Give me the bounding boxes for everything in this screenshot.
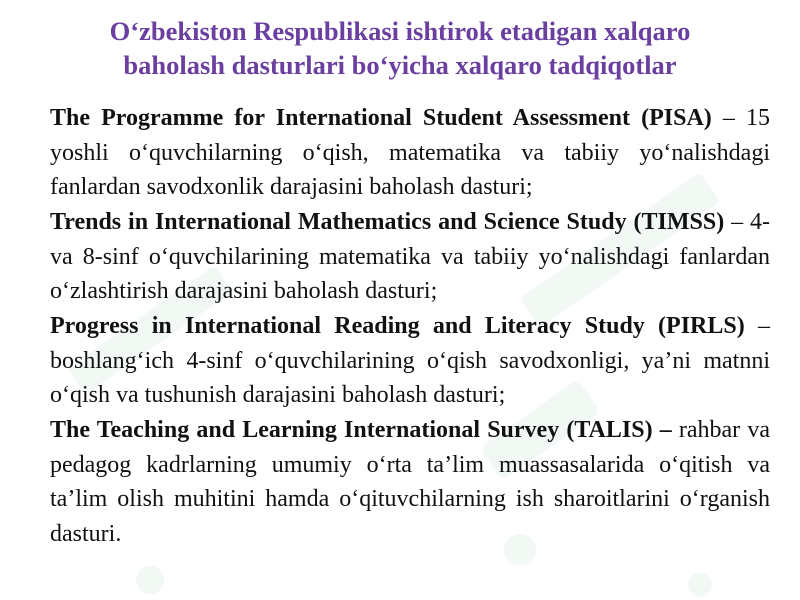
program-item-talis (50, 413, 770, 551)
slide-title-line-1: O‘zbekiston Respublikasi ishtirok etadigan xalqaro (109, 16, 691, 46)
program-term: Trends in International Mathematics and Science Study (TIMSS) (50, 209, 725, 235)
program-description: rahbar va pedagog kadrlarning umumiy o‘rta ta’lim muassasalarida o‘qitish va ta’lim olish muhitini hamda o‘qituvchilarning ish sharoitlarini o‘rganish dasturi. (50, 417, 770, 547)
program-term: The Programme for International Student Assessment (PISA) (50, 105, 712, 131)
program-list (50, 101, 770, 551)
program-term: Progress in International Reading and Literacy Study (PIRLS) (50, 313, 745, 339)
program-description: – 15 yoshli o‘quvchilarning o‘qish, matematika va tabiiy yo‘nalishdagi fanlardan savodxonlik darajasini baholash dasturi; (50, 105, 771, 200)
program-term: The Teaching and Learning International Survey (TALIS) – (50, 417, 672, 443)
program-item-pisa (50, 101, 770, 205)
program-item-pirls (50, 309, 770, 413)
slide-title (20, 14, 780, 82)
program-description: – boshlang‘ich 4-sinf o‘quvchilarining o‘qish savodxonligi, ya’ni matnni o‘qish va tushunish darajasini baholash dasturi; (50, 313, 771, 408)
program-description: – 4- va 8-sinf o‘quvchilarining matematika va tabiiy yo‘nalishdagi fanlardan o‘zlashtirish darajasini baholash dasturi; (50, 209, 770, 304)
slide-title-line-2: baholash dasturlari bo‘yicha xalqaro tadqiqotlar (123, 50, 677, 80)
program-item-timss (50, 205, 770, 309)
